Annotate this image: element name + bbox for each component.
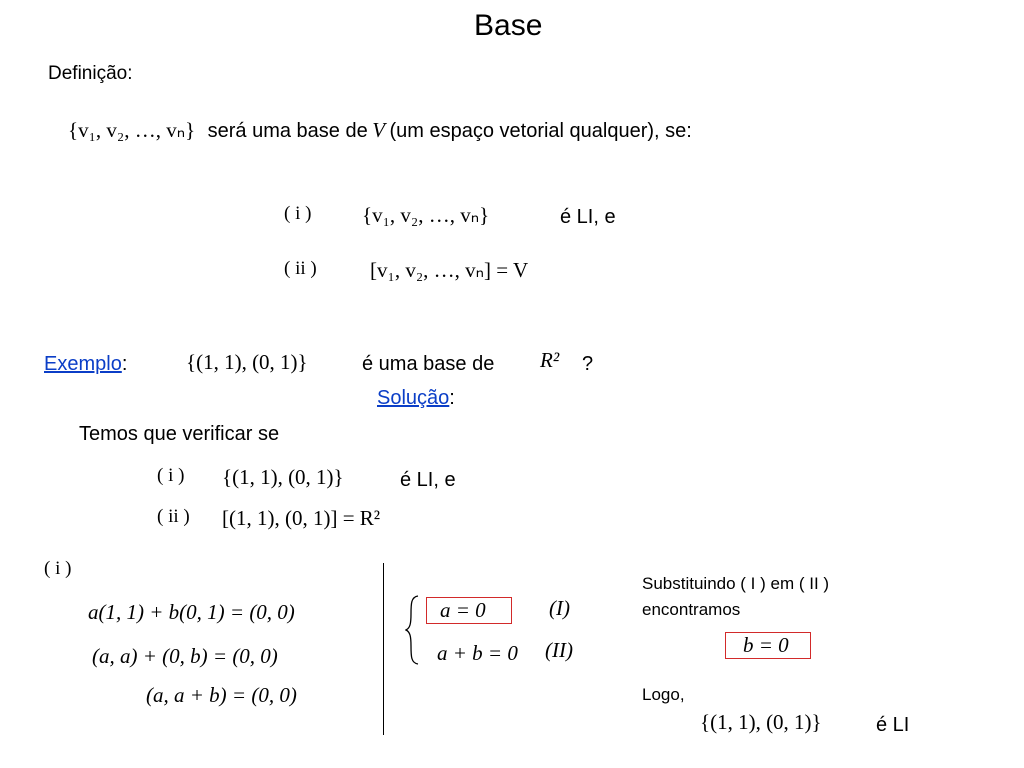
example-heading [44,353,127,376]
found-text: encontramos [642,600,741,619]
definition-cond2-expr: [v₁, v₂, …, vₙ] = V [370,258,529,282]
definition-sentence [68,118,692,143]
definition-cond1-label: ( i ) [284,203,312,224]
part-i-eq3: (a, a + b) = (0, 0) [146,683,297,707]
example-question-mark: ? [582,353,594,375]
part-i-label: ( i ) [44,558,72,579]
definition-set: {v₁, v₂, …, vₙ} [68,118,196,142]
page-title: Base [474,9,543,42]
example-space: R² [540,348,560,372]
definition-label: Definição: [48,63,133,84]
system-brace [405,594,421,666]
solution-intro: Temos que verificar se [79,423,280,445]
system-eq1: a = 0 [440,598,486,622]
result-equation: b = 0 [743,633,789,657]
example-set: {(1, 1), (0, 1)} [186,350,308,374]
definition-text-a: será uma base de [207,120,368,142]
definition-cond2-label: ( ii ) [284,258,317,279]
part-i-eq2: (a, a) + (0, b) = (0, 0) [92,644,278,668]
example-colon: : [121,353,128,375]
divider-line [383,563,384,735]
system-eq2-tag: (II) [545,638,573,662]
solution-cond1-set: {(1, 1), (0, 1)} [222,465,344,489]
conclusion-label: Logo, [642,685,685,704]
solution-link[interactable]: Solução [377,387,450,409]
solution-cond2-label: ( ii ) [157,506,190,527]
solution-cond1-label: ( i ) [157,465,185,486]
example-question: é uma base de [362,353,495,375]
example-link[interactable]: Exemplo [44,353,122,375]
solution-heading [377,387,455,410]
final-set: {(1, 1), (0, 1)} [700,710,822,734]
definition-space: V [372,118,386,142]
solution-colon: : [449,387,455,409]
system-eq1-tag: (I) [549,596,570,620]
final-text: é LI [876,714,910,736]
solution-cond1-text: é LI, e [400,469,456,491]
solution-cond2-expr: [(1, 1), (0, 1)] = R² [222,506,381,530]
definition-cond1-text: é LI, e [560,206,616,228]
definition-text-b: (um espaço vetorial qualquer), se: [389,120,692,142]
part-i-eq1: a(1, 1) + b(0, 1) = (0, 0) [88,600,295,624]
definition-cond1-set: {v₁, v₂, …, vₙ} [362,203,490,227]
system-eq2: a + b = 0 [437,641,518,665]
substitution-text: Substituindo ( I ) em ( II ) [642,574,830,593]
